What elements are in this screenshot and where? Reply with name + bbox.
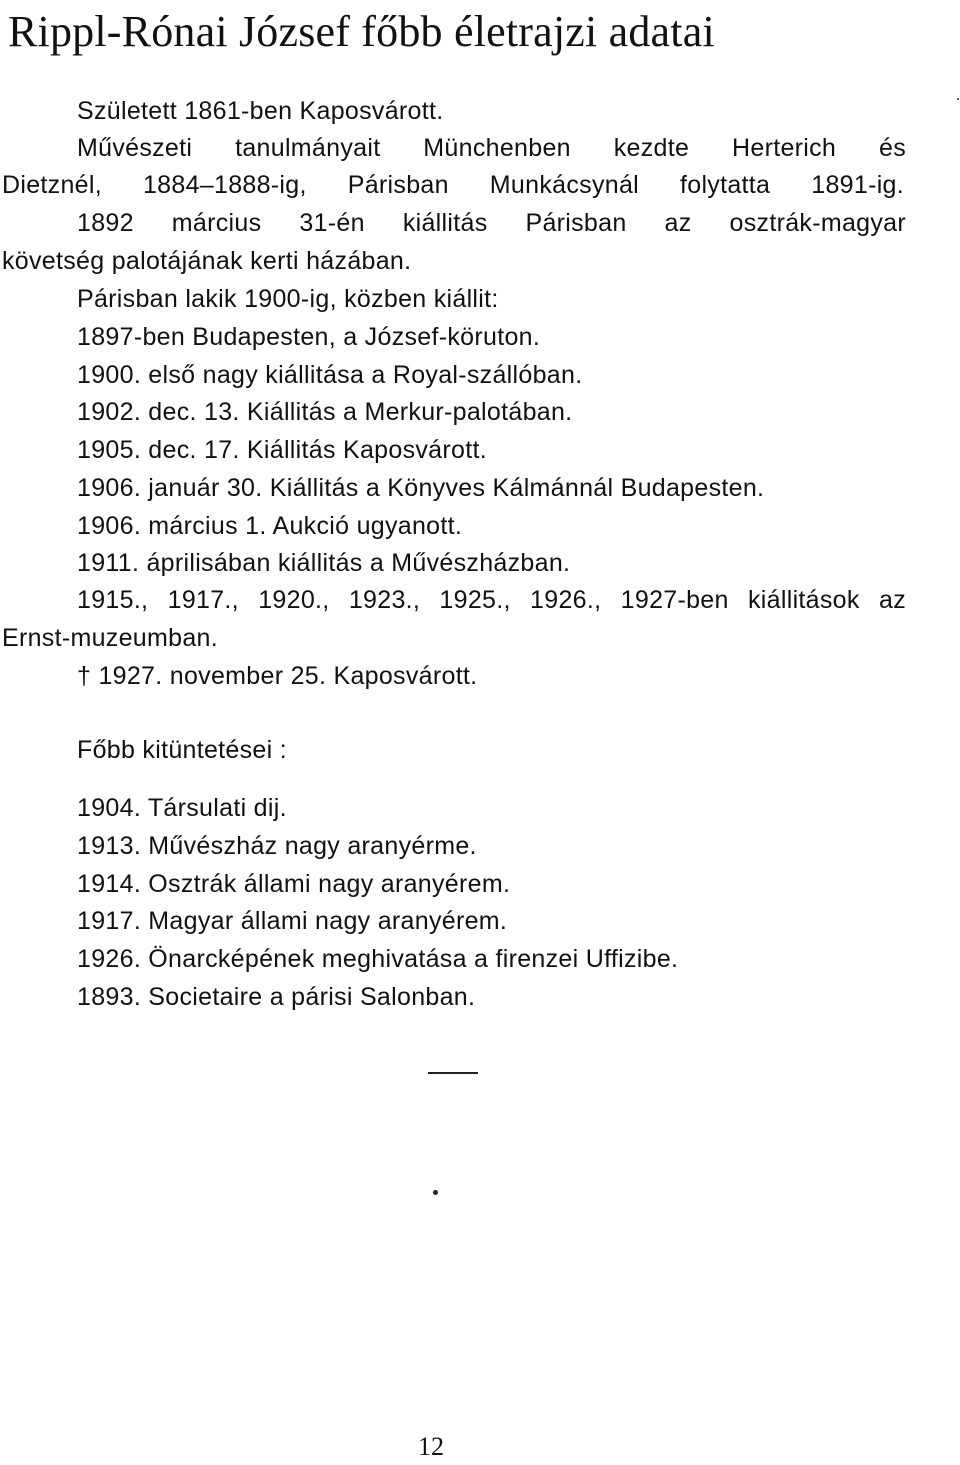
honor-item: 1893. Societaire a párisi Salonban. [77,983,476,1011]
biography-line: követség palotájának kerti házában. [2,247,412,275]
section-divider [428,1072,478,1074]
honor-item: 1914. Osztrák állami nagy aranyérem. [77,870,511,898]
biography-line: 1906. március 1. Aukció ugyanott. [77,512,463,540]
biography-line: Ernst-muzeumban. [2,624,218,652]
scan-speck [957,98,959,100]
page-title: Rippl-Rónai József főbb életrajzi adatai [8,7,715,56]
honor-item: 1913. Művészház nagy aranyérme. [77,832,477,860]
biography-line: 1915., 1917., 1920., 1923., 1925., 1926., 1927-ben kiállitások az [77,586,906,614]
biography-line: 1900. első nagy kiállitása a Royal-szállóban. [77,361,583,389]
biography-line: † 1927. november 25. Kaposvárott. [77,662,478,690]
biography-line: Született 1861-ben Kaposvárott. [77,97,444,125]
honor-item: 1917. Magyar állami nagy aranyérem. [77,907,508,935]
biography-line: 1911. áprilisában kiállitás a Művészházban. [77,549,571,577]
biography-line: Művészeti tanulmányait Münchenben kezdte Herterich és [77,134,906,162]
biography-line: 1897-ben Budapesten, a József-köruton. [77,323,541,351]
honor-item: 1904. Társulati dij. [77,794,287,822]
biography-line: 1892 március 31-én kiállitás Párisban az osztrák-magyar [77,209,906,237]
biography-line: Párisban lakik 1900-ig, közben kiállit: [77,285,499,313]
biography-line: 1905. dec. 17. Kiállitás Kaposvárott. [77,436,487,464]
biography-line: 1906. január 30. Kiállitás a Könyves Kálmánnál Budapesten. [77,474,765,502]
biography-line: 1902. dec. 13. Kiállitás a Merkur-palotában. [77,398,573,426]
ornament-dot [433,1190,438,1195]
page-number: 12 [418,1432,444,1461]
honor-item: 1926. Önarcképének meghivatása a firenzei Uffizibe. [77,945,679,973]
biography-line: Dietznél, 1884–1888-ig, Párisban Munkácsynál folytatta 1891-ig. [2,171,904,199]
honors-heading: Főbb kitüntetései : [77,736,287,764]
